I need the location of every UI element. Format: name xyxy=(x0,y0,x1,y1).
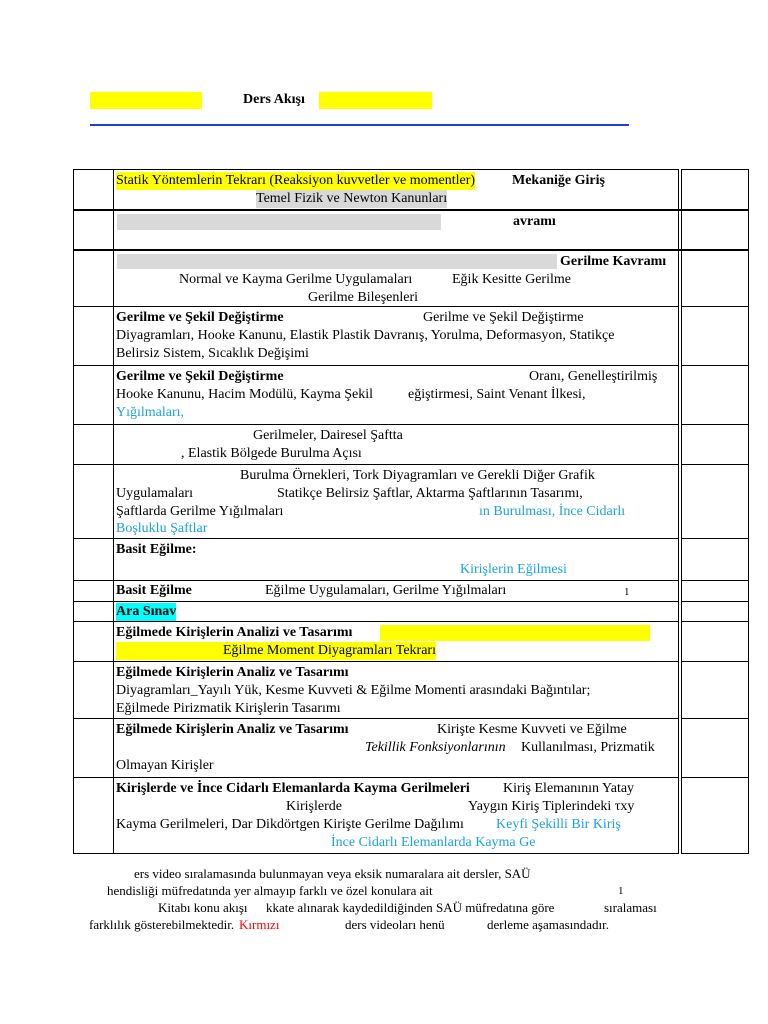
row-text: Gerilme ve Şekil Değiştirme xyxy=(423,310,584,325)
row-link-text[interactable]: ın Burulması, İnce Cidarlı xyxy=(479,504,626,519)
page-title: Ders Akışı xyxy=(243,92,305,107)
row-text: Gerilme Kavramı xyxy=(560,254,667,269)
table-row xyxy=(74,170,749,210)
table-row xyxy=(74,602,749,622)
row-text: Normal ve Kayma Gerilme Uygulamaları xyxy=(179,272,413,287)
row-text: Mekaniğe Giriş xyxy=(512,173,605,188)
table-row xyxy=(74,465,749,539)
row-text: Eğilmede Pirizmatik Kirişlerin Tasarımı xyxy=(116,701,341,716)
table-row xyxy=(74,251,749,307)
footer-note-line-3c: sıralaması xyxy=(604,900,657,915)
table-row xyxy=(74,581,749,602)
row-text: Gerilme Bileşenleri xyxy=(308,290,419,305)
row-text: Gerilme ve Şekil Değiştirme xyxy=(116,310,284,325)
row-text: Olmayan Kirişler xyxy=(116,758,214,773)
row-text: Yaygın Kiriş Tiplerindeki τxy xyxy=(468,799,635,814)
table-row xyxy=(74,425,749,465)
gray-highlight xyxy=(117,254,557,269)
row-text: Eğilmede Kirişlerin Analiz ve Tasarımı xyxy=(116,722,349,737)
table-row xyxy=(74,778,749,854)
course-flow-table xyxy=(73,169,749,854)
footer-note-line-1: ers video sıralamasında bulunmayan veya eksik numaralara ait dersler, SAÜ xyxy=(134,866,531,881)
table-row xyxy=(74,719,749,778)
row-text: Diyagramları, Hooke Kanunu, Elastik Plastik Davranış, Yorulma, Deformasyon, Statikçe xyxy=(116,328,615,343)
footer-note-line-4d: derleme aşamasındadır. xyxy=(487,917,610,932)
row-text: Eğilme Uygulamaları, Gerilme Yığılmaları xyxy=(265,583,507,598)
row-text: Burulma Örnekleri, Tork Diyagramları ve Gerekli Diğer Grafik xyxy=(240,468,595,483)
row-link-text[interactable]: Kirişlerin Eğilmesi xyxy=(460,562,567,577)
footer-note-number: 1 xyxy=(618,885,624,897)
row-link-text[interactable]: Yığılmaları, xyxy=(116,405,185,420)
footer-note-line-4a: farklılık gösterebilmektedir. xyxy=(89,917,235,932)
row-text: Oranı, Genelleştirilmiş xyxy=(529,369,658,384)
row-text: Belirsiz Sistem, Sıcaklık Değişimi xyxy=(116,346,309,361)
row-text: Basit Eğilme: xyxy=(116,542,197,557)
row-text: Diyagramları_Yayılı Yük, Kesme Kuvveti & Eğilme Momenti arasındaki Bağıntılar; xyxy=(116,683,591,698)
row-text: Kirişlerde xyxy=(286,799,342,814)
row-text: Şaftlarda Gerilme Yığılmaları xyxy=(116,504,284,519)
row-text: 1 xyxy=(624,586,630,598)
row-text: Kiriş Elemanının Yatay xyxy=(503,781,635,796)
title-rule xyxy=(90,124,629,126)
row-link-text[interactable]: Boşluklu Şaftlar xyxy=(116,521,208,536)
row-text: Temel Fizik ve Newton Kanunları xyxy=(256,191,448,206)
table-row xyxy=(74,211,749,250)
row-link-text[interactable]: İnce Cidarlı Elemanlarda Kayma Ge xyxy=(331,835,536,850)
row-text: , Elastik Bölgede Burulma Açısı xyxy=(181,446,362,461)
row-text: Basit Eğilme xyxy=(116,583,192,598)
row-text: eğiştirmesi, Saint Venant İlkesi, xyxy=(408,387,586,402)
row-text: Kirişte Kesme Kuvveti ve Eğilme xyxy=(437,722,627,737)
yellow-highlight xyxy=(380,625,650,641)
row-text: Gerilme ve Şekil Değiştirme xyxy=(116,369,284,384)
row-text: Statikçe Belirsiz Şaftlar, Aktarma Şaftlarının Tasarımı, xyxy=(277,486,583,501)
row-text: Eğik Kesitte Gerilme xyxy=(452,272,571,287)
table-row xyxy=(74,539,749,581)
table-row xyxy=(74,622,749,662)
row-text: Hooke Kanunu, Hacim Modülü, Kayma Şekil xyxy=(116,387,374,402)
footer-note-line-4c: ders videoları henü xyxy=(345,917,445,932)
gray-highlight xyxy=(117,214,441,230)
row-text: Eğilme Moment Diyagramları Tekrarı xyxy=(116,642,436,660)
row-text: Statik Yöntemlerin Tekrarı (Reaksiyon kuvvetler ve momentler) xyxy=(116,173,476,188)
row-text: avramı xyxy=(513,214,556,229)
table-row xyxy=(74,662,749,719)
row-text: Kullanılması, Prizmatik xyxy=(521,740,655,755)
row-text: Uygulamaları xyxy=(116,486,193,501)
row-text: Tekillik Fonksiyonlarının xyxy=(365,740,506,755)
footer-note-red-word: Kırmızı xyxy=(239,917,280,932)
footer-note-line-3b: kkate alınarak kaydedildiğinden SAÜ müfredatına göre xyxy=(266,900,555,915)
row-text: Eğilmede Kirişlerin Analiz ve Tasarımı xyxy=(116,665,349,680)
row-text: Kirişlerde ve İnce Cidarlı Elemanlarda Kayma Gerilmeleri xyxy=(116,781,470,796)
row-text: Eğilmede Kirişlerin Analizi ve Tasarımı xyxy=(116,625,353,640)
midterm-label: Ara Sınav xyxy=(116,604,177,619)
footer-note-line-2: hendisliği müfredatında yer almayıp farklı ve özel konulara ait xyxy=(107,883,433,898)
row-link-text[interactable]: Keyfi Şekilli Bir Kiriş xyxy=(496,817,621,832)
footer-note-line-3a: Kitabı konu akışı xyxy=(158,900,248,915)
table-row xyxy=(74,307,749,366)
title-highlight-right xyxy=(319,92,432,109)
title-highlight-left xyxy=(90,92,202,109)
row-text: Kayma Gerilmeleri, Dar Dikdörtgen Kirişte Gerilme Dağılımı xyxy=(116,817,464,832)
row-text: Gerilmeler, Dairesel Şaftta xyxy=(253,428,403,443)
table-row xyxy=(74,366,749,425)
